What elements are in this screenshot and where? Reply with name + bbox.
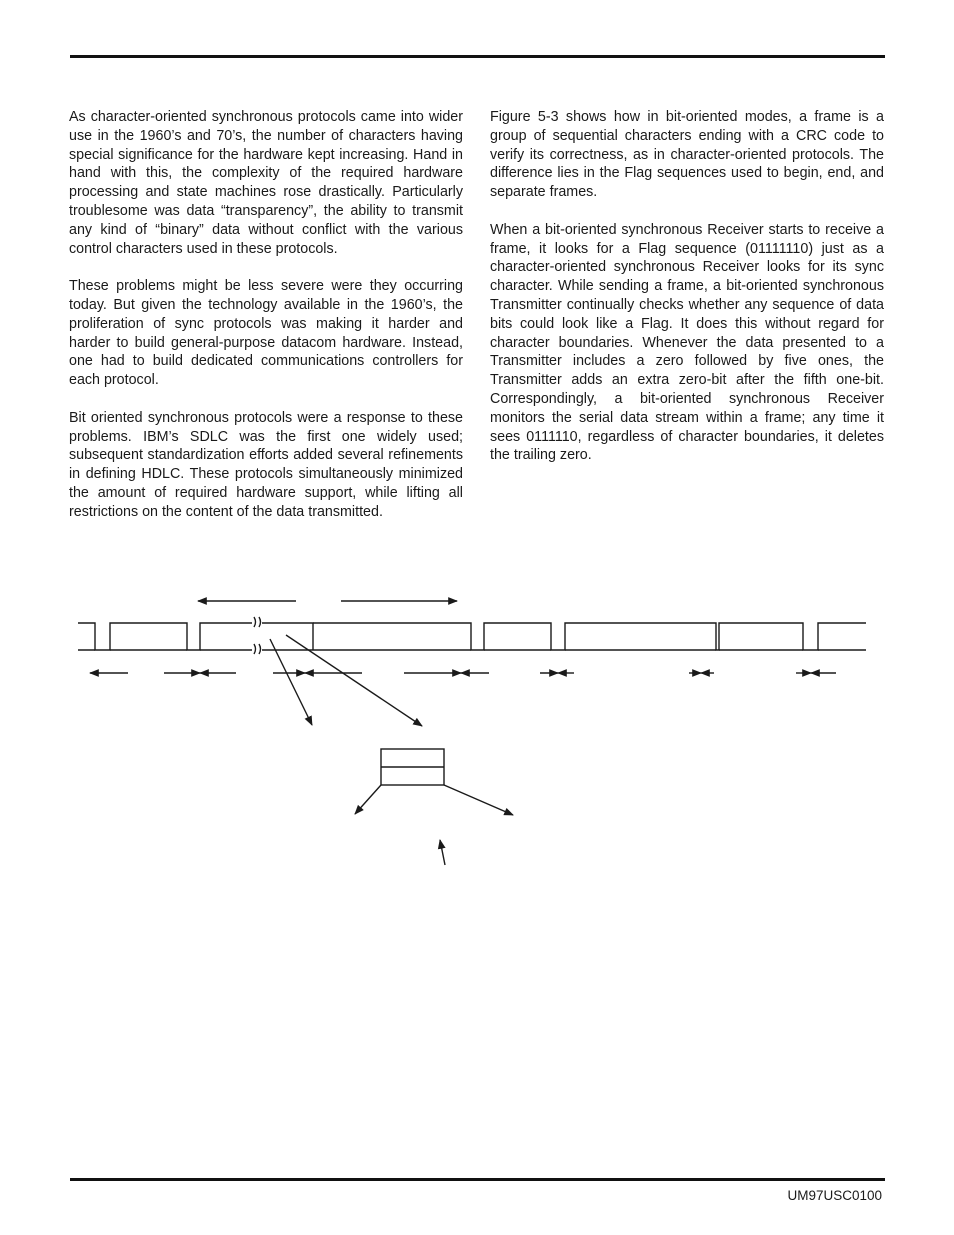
document-code: UM97USC0100 bbox=[787, 1188, 882, 1203]
data-block bbox=[313, 623, 866, 650]
pointer-arrow bbox=[270, 639, 312, 725]
paragraph: As character-oriented synchronous protocols came into wider use in the 1960’s and 70’s, the number of characters having special significance for the hardware kept increasing. Hand in hand with this, the complexity of the required hardware processing and state machines rose drastically. Particularly troublesome was data “transparency”, the ability to transmit any kind of “binary” data without conflict with the various control characters used in these protocols. bbox=[69, 109, 463, 257]
detail-arrow-up bbox=[440, 840, 445, 865]
frame-format-diagram bbox=[0, 560, 954, 880]
paragraph: Figure 5-3 shows how in bit-oriented modes, a frame is a group of sequential characters ending with a CRC code to verify its correctness, as in character-oriented protocols. The difference lies in the Flag sequences used to begin, end, and separate frames. bbox=[490, 109, 884, 201]
paragraph: Bit oriented synchronous protocols were a response to these problems. IBM’s SDLC was the first one widely used; subsequent standardization efforts added several refinements in defining HDLC. These protocols simultaneously minimized the amount of required hardware support, while lifting all restrictions on the content of the data transmitted. bbox=[69, 409, 463, 520]
left-text-column bbox=[69, 108, 463, 540]
footer-rule bbox=[70, 1178, 885, 1181]
detail-arrow-right bbox=[444, 785, 513, 815]
paragraph: When a bit-oriented synchronous Receiver starts to receive a frame, it looks for a Flag sequence (01111110) just as a character-oriented synchronous Receiver looks for its sync character. While sending a frame, a bit-oriented synchronous Transmitter continually checks whether any sequence of data bits could look like a Flag. It does this without regard for character boundaries. Whenever the data presented to a Transmitter includes a zero followed by five ones, the Transmitter adds an extra zero-bit after the fifth one-bit. Correspondingly, a bit-oriented synchronous Receiver monitors the serial data stream within a frame; any time it sees 0111110, regardless of character boundaries, it deletes the trailing zero. bbox=[490, 221, 884, 464]
right-text-column bbox=[490, 108, 884, 484]
header-rule bbox=[70, 55, 885, 58]
break-mark bbox=[254, 644, 261, 654]
waveform-high-line bbox=[78, 623, 252, 650]
paragraph: These problems might be less severe were they occurring today. But given the technology available in the 1960’s, the proliferation of sync protocols was making it harder and harder to build general-purpose datacom hardware. Instead, one had to build dedicated communications controllers for each protocol. bbox=[69, 278, 463, 389]
detail-arrow-left bbox=[355, 785, 381, 814]
break-mark bbox=[254, 617, 261, 627]
